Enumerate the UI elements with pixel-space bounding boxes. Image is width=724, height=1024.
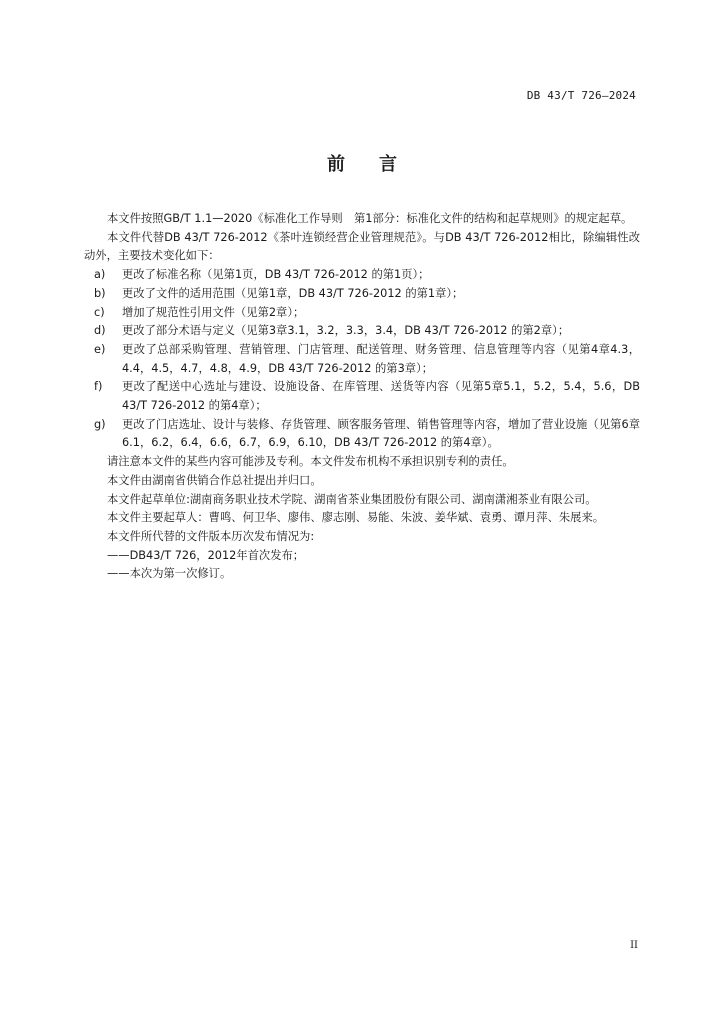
paragraph-replacement: 本文件代替DB 43/T 726-2012《茶叶连锁经营企业管理规范》。与DB 43/T 726-2012相比，除编辑性改动外，主要技术变化如下： <box>84 230 640 263</box>
list-item-text: 更改了配送中心选址与建设、设施设备、在库管理、送货等内容（见第5章5.1，5.2，5.4，5.6，DB 43/T 726-2012 的第4章）； <box>122 380 640 413</box>
list-marker: e) <box>94 342 106 356</box>
list-item <box>84 378 640 415</box>
paragraph-drafters: 本文件主要起草人：曹鸣、何卫华、廖伟、廖志刚、易能、朱波、姜华斌、袁勇、谭月萍、朱展来。 <box>107 511 605 525</box>
changes-list <box>84 266 640 453</box>
paragraph-proposer: 本文件由湖南省供销合作总社提出并归口。 <box>107 473 322 487</box>
paragraph-patent-notice: 请注意本文件的某些内容可能涉及专利。本文件发布机构不承担识别专利的责任。 <box>107 455 514 469</box>
history-item-first-release: ——DB43/T 726，2012年首次发布； <box>107 548 305 562</box>
list-marker: f) <box>94 380 103 394</box>
list-marker: d) <box>94 324 106 338</box>
foreword-body <box>84 210 640 584</box>
list-marker: a) <box>94 268 106 282</box>
list-marker: b) <box>94 286 106 300</box>
list-marker: c) <box>94 305 105 319</box>
list-item <box>84 341 640 378</box>
paragraph-version-history: 本文件所代替的文件版本历次发布情况为: <box>107 529 315 543</box>
list-item <box>84 416 640 453</box>
list-marker: g) <box>94 417 106 431</box>
list-item <box>84 285 640 304</box>
page-number: II <box>630 940 638 951</box>
list-item-text: 更改了文件的适用范围（见第1章，DB 43/T 726-2012 的第1章）； <box>122 286 464 300</box>
history-item-first-revision: ——本次为第一次修订。 <box>107 567 232 581</box>
list-item-text: 更改了部分术语与定义（见第3章3.1，3.2，3.3，3.4，DB 43/T 726-2012 的第2章）； <box>122 324 570 338</box>
paragraph-drafting-rules: 本文件按照GB/T 1.1—2020《标准化工作导则 第1部分：标准化文件的结构和起草规则》的规定起草。 <box>107 212 633 225</box>
list-item-text: 更改了总部采购管理、营销管理、门店管理、配送管理、财务管理、信息管理等内容（见第4章4.3，4.4，4.5，4.7，4.8，4.9，DB 43/T 726-2012 的第3章）； <box>122 342 640 375</box>
list-item-text: 更改了标准名称（见第1页，DB 43/T 726-2012 的第1页）； <box>122 268 430 282</box>
list-item <box>84 322 640 341</box>
list-item <box>84 304 640 323</box>
list-item-text: 增加了规范性引用文件（见第2章）； <box>122 305 305 319</box>
list-item-text: 更改了门店选址、设计与装修、存货管理、顾客服务管理、销售管理等内容，增加了营业设施（见第6章6.1，6.2，6.4，6.6，6.7，6.9，6.10，DB 43/T 726-2012 的第4章）。 <box>122 417 640 450</box>
page-title: 前言 <box>327 154 431 175</box>
document-code: DB 43/T 726—2024 <box>526 89 636 102</box>
paragraph-drafting-units: 本文件起草单位:湖南商务职业技术学院、湖南省茶业集团股份有限公司、湖南潇湘茶业有限公司。 <box>107 492 597 506</box>
list-item <box>84 266 640 285</box>
